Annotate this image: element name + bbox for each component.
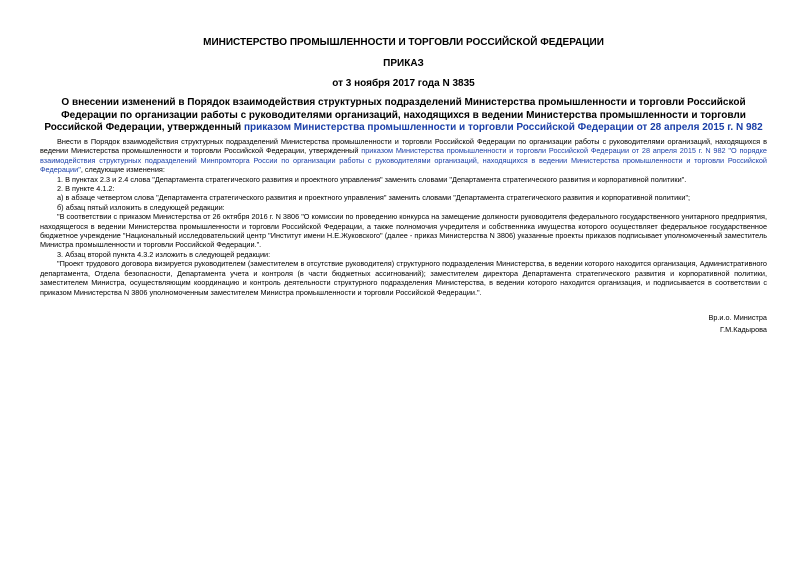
date-number-heading: от 3 ноября 2017 года N 3835 (332, 78, 475, 89)
title-link-order-982[interactable]: приказом Министерства промышленности и торговли Российской Федерации от 28 апреля 2015 г. N 982 (243, 122, 763, 133)
document-body (40, 137, 767, 297)
paragraph-3: 3. Абзац второй пункта 4.3.2 изложить в следующей редакции: (57, 249, 271, 259)
paragraph-2b-quote: "В соответствии с приказом Министерства от 26 октября 2016 г. N 3806 "О комиссии по проведению конкурса на замещение должности руководителя федерального государственного унитарного предприятия, находящегося в ведении Министерства промышленности и торговли Российской Федерации, а также полномочия учредителя и собственника имущества которого осуществляет федеральное государственное бюджетное учреждение "Национальный исследовательский центр "Институт имени Н.Е.Жуковского" (далее - приказ Министерства N 3806) указанные проекты приказов подписывает уполномоченный заместитель Министра промышленности и торговли Российской Федерации.". (40, 212, 767, 250)
intro-link-order-982[interactable]: приказом Министерства промышленности и торговли Российской Федерации от 28 апреля 2015 г. N 982 (361, 146, 726, 156)
signature-name: Г.М.Кадырова (720, 325, 767, 334)
signature-role: Вр.и.о. Министра (708, 313, 767, 322)
intro-text: Внести в Порядок взаимодействия структурных подразделений Министерства промышленности и торговли Российской Федерации по организации работы с руководителями организаций, находящихся в ведении Министерства промышленности и торговли Российской Федерации, утвержденный (40, 137, 767, 156)
ministry-heading: МИНИСТЕРСТВО ПРОМЫШЛЕННОСТИ И ТОРГОВЛИ РОССИЙСКОЙ ФЕДЕРАЦИИ (203, 37, 604, 48)
document-title (40, 97, 767, 135)
title-text: О внесении изменений в Порядок взаимодействия структурных подразделений Министерства промышленности и торговли Российской Федерации по организации работы с руководителями организаций, находящихся в ведении Министерства промышленности и торговли Российской Федерации, утвержденный (44, 97, 746, 133)
document-type-heading: ПРИКАЗ (383, 58, 424, 69)
paragraph-2: 2. В пункте 4.1.2: (57, 184, 115, 194)
intro-link-procedure[interactable]: "О порядке взаимодействия структурных подразделений Минпромторга России по организации работы с руководителями организаций, находящихся в ведении Министерства промышленности и торговли Российской Федерации" (40, 146, 767, 175)
paragraph-2a: а) в абзаце четвертом слова "Департамента стратегического развития и проектного управления" заменить словами "Департамента стратегического развития и корпоративной политики"; (57, 193, 691, 203)
intro-paragraph (40, 137, 767, 175)
intro-tail: , следующие изменения: (80, 165, 165, 175)
paragraph-2b: б) абзац пятый изложить в следующей редакции: (57, 202, 225, 212)
paragraph-1: 1. В пунктах 2.3 и 2.4 слова "Департамента стратегического развития и проектного управления" заменить словами "Департамента стратегического развития и корпоративной политики". (57, 174, 687, 184)
paragraph-3-quote: "Проект трудового договора визируется руководителем (заместителем в отсутствие руководителя) структурного подразделения Министерства, в ведении которого находится организация, Административного департамента, Отдела безопасности, Департамента учета и контроля (в части бюджетных ассигнований); заместителем директора Департамента стратегического развития и корпоративной политики, заместителем Министра, осуществляющим координацию и контроль деятельности структурного подразделения Министерства, в ведении которого находится организация, и подписывается в соответствии с приказом Министерства N 3806 уполномоченным заместителем Министра промышленности и торговли Российской Федерации.". (40, 259, 767, 297)
